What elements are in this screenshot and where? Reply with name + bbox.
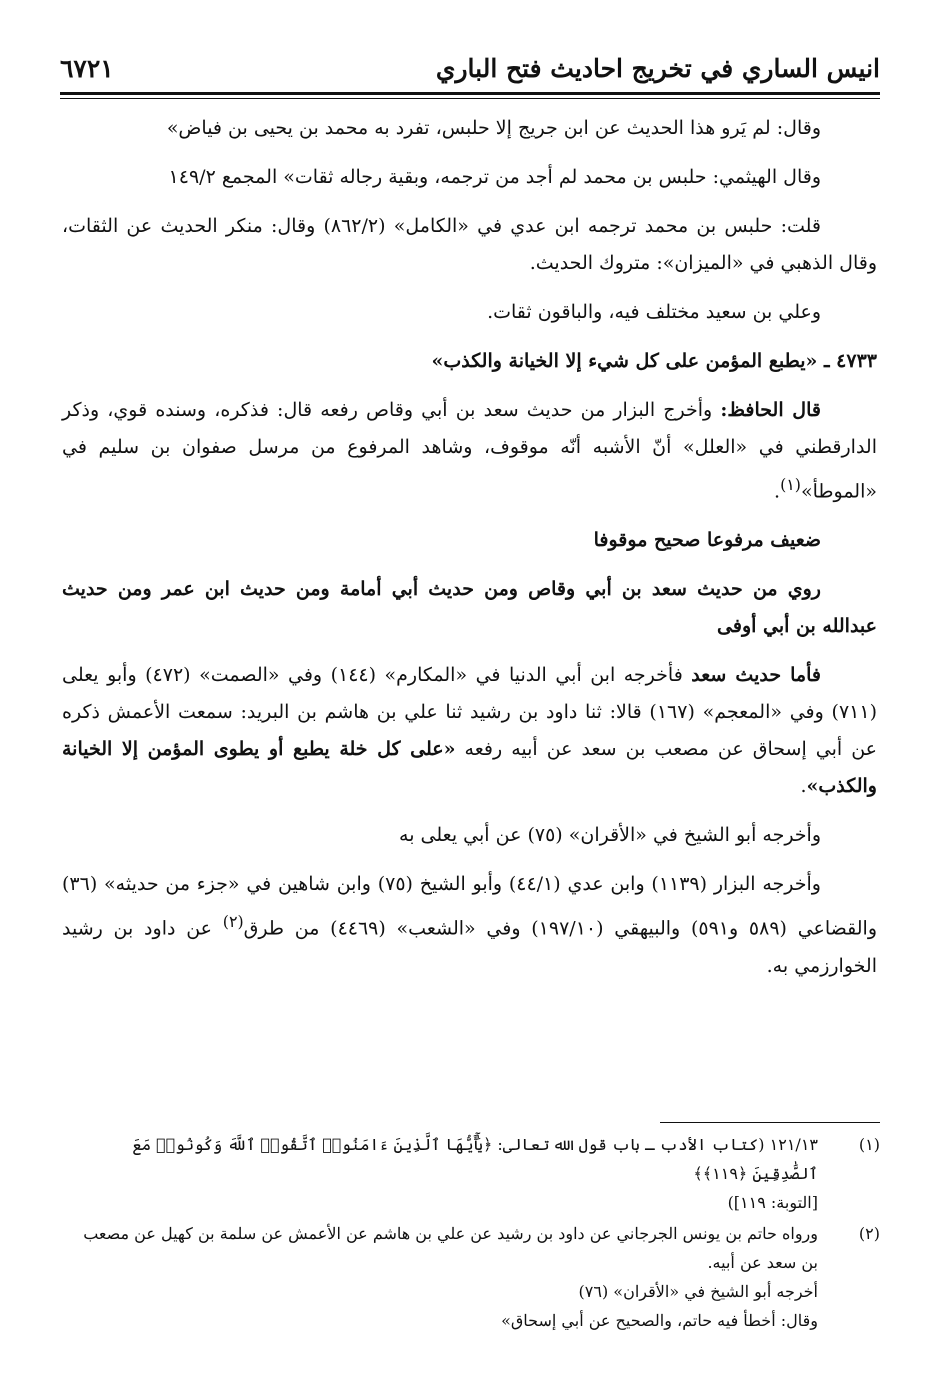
footnote-line: وقال: أخطأ فيه حاتم، والصحيح عن أبي إسحاق» (501, 1311, 818, 1330)
paragraph-saad (62, 657, 877, 805)
main-text (62, 110, 877, 985)
hafiz-end: . (774, 480, 781, 503)
paragraph-bazzar (62, 866, 877, 984)
paragraph-abu-sheikh: وأخرجه أبو الشيخ في «الأقران» (٧٥) عن أبي يعلى به (399, 824, 821, 847)
bazzar-end: عن داود بن رشيد الخوارزمي به. (62, 917, 877, 977)
hafiz-text: وأخرج البزار من حديث سعد بن أبي وقاص رفعه قال: فذكره، وسنده قوي، وذكر الدارقطني في «العلل» أنّ الأشبه أنّه موقوف، وشاهد المرفوع من مرسل صفوان بن سليم في «الموطأ» (62, 399, 877, 503)
verdict: ضعيف مرفوعا صحيح موقوفا (593, 529, 821, 552)
saad-label: فأما حديث سعد (691, 664, 821, 687)
paragraph-qultu: قلت: حلبس بن محمد ترجمه ابن عدي في «الكامل» (٨٦٢/٢) وقال: منكر الحديث عن الثقات، وقال الذهبي في «الميزان»: متروك الحديث. (62, 215, 877, 274)
paragraph-ali-bin-saeed: وعلي بن سعيد مختلف فيه، والباقون ثقات. (487, 301, 821, 323)
narrators-summary: روي من حديث سعد بن أبي وقاص ومن حديث أبي أمامة ومن حديث ابن عمر ومن حديث عبدالله بن أبي أوفى (62, 578, 877, 638)
footnote-ref-1[interactable]: (١) (780, 475, 801, 494)
footnote-line: [التوبة: ١١٩]) (727, 1193, 818, 1212)
footnote-ref-2[interactable]: (٢) (222, 912, 244, 932)
footnote-number: (١) (858, 1135, 880, 1154)
saad-matn: «على كل خلة يطبع أو يطوى المؤمن إلا الخيانة والكذب» (62, 738, 877, 798)
footnote-line: أخرجه أبو الشيخ في «الأقران» (٧٦) (578, 1282, 818, 1301)
paragraph-quote-end: وقال: لم يَرو هذا الحديث عن ابن جريج إلا حلبس، تفرد به محمد بن يحيى بن فياض» (166, 117, 821, 139)
book-title: انيس الساري في تخريج احاديث فتح الباري (435, 54, 880, 83)
footnote-separator (660, 1122, 880, 1123)
running-header (60, 52, 880, 90)
header-rule-thin (60, 98, 880, 99)
hafiz-label: قال الحافظ: (720, 399, 821, 421)
footnote-line: ١٢١/١٣ (كتاب الأدب ـ باب قول الله تعالى: ﴿يَٰٓأَيُّهَا ٱلَّذِينَ ءَامَنُوا۟ ٱتَّقُوا۟ ٱللَّهَ وَكُونُوا۟ مَعَ ٱلصَّٰدِقِينَ ﴿١١٩﴾﴾ (132, 1135, 818, 1183)
saad-text: فأخرجه ابن أبي الدنيا في «المكارم» (١٤٤) وفي «الصمت» (٤٧٢) وأبو يعلى (٧١١) وفي «المعجم» (١٦٧) قالا: ثنا داود بن رشيد ثنا علي بن هاشم بن البريد: سمعت الأعمش ذكره عن أبي إسحاق عن مصعب بن سعد عن أبيه رفعه (62, 664, 878, 761)
hadith-heading: ٤٧٣٣ ـ «يطبع المؤمن على كل شيء إلا الخيانة والكذب» (431, 350, 877, 372)
footnote-number: (٢) (858, 1224, 880, 1243)
paragraph-hafiz (62, 392, 877, 510)
bazzar-text: وأخرجه البزار (١١٣٩) وابن عدي (٤٤/١) وأبو الشيخ (٧٥) وابن شاهين في «جزء من حديثه» (٣٦) والقضاعي (٥٨٩ و٥٩١) والبيهقي (١٩٧/١٠) وفي «الشعب» (٤٤٦٩) من طرق (62, 873, 878, 940)
page-number: ٦٧٢١ (60, 54, 114, 83)
saad-end: . (800, 775, 807, 798)
footnote-1 (62, 1130, 880, 1217)
header-rule-thick (60, 92, 880, 95)
footnotes (62, 1130, 880, 1335)
paragraph-haythami: وقال الهيثمي: حلبس بن محمد لم أجد من ترجمه، وبقية رجاله ثقات» المجمع ١٤٩/٢ (168, 166, 821, 188)
footnote-line: ورواه حاتم بن يونس الجرجاني عن داود بن رشيد عن علي بن هاشم عن الأعمش عن سلمة بن كهيل عن مصعب بن سعد عن أبيه. (83, 1224, 818, 1272)
footnote-2 (62, 1219, 880, 1335)
